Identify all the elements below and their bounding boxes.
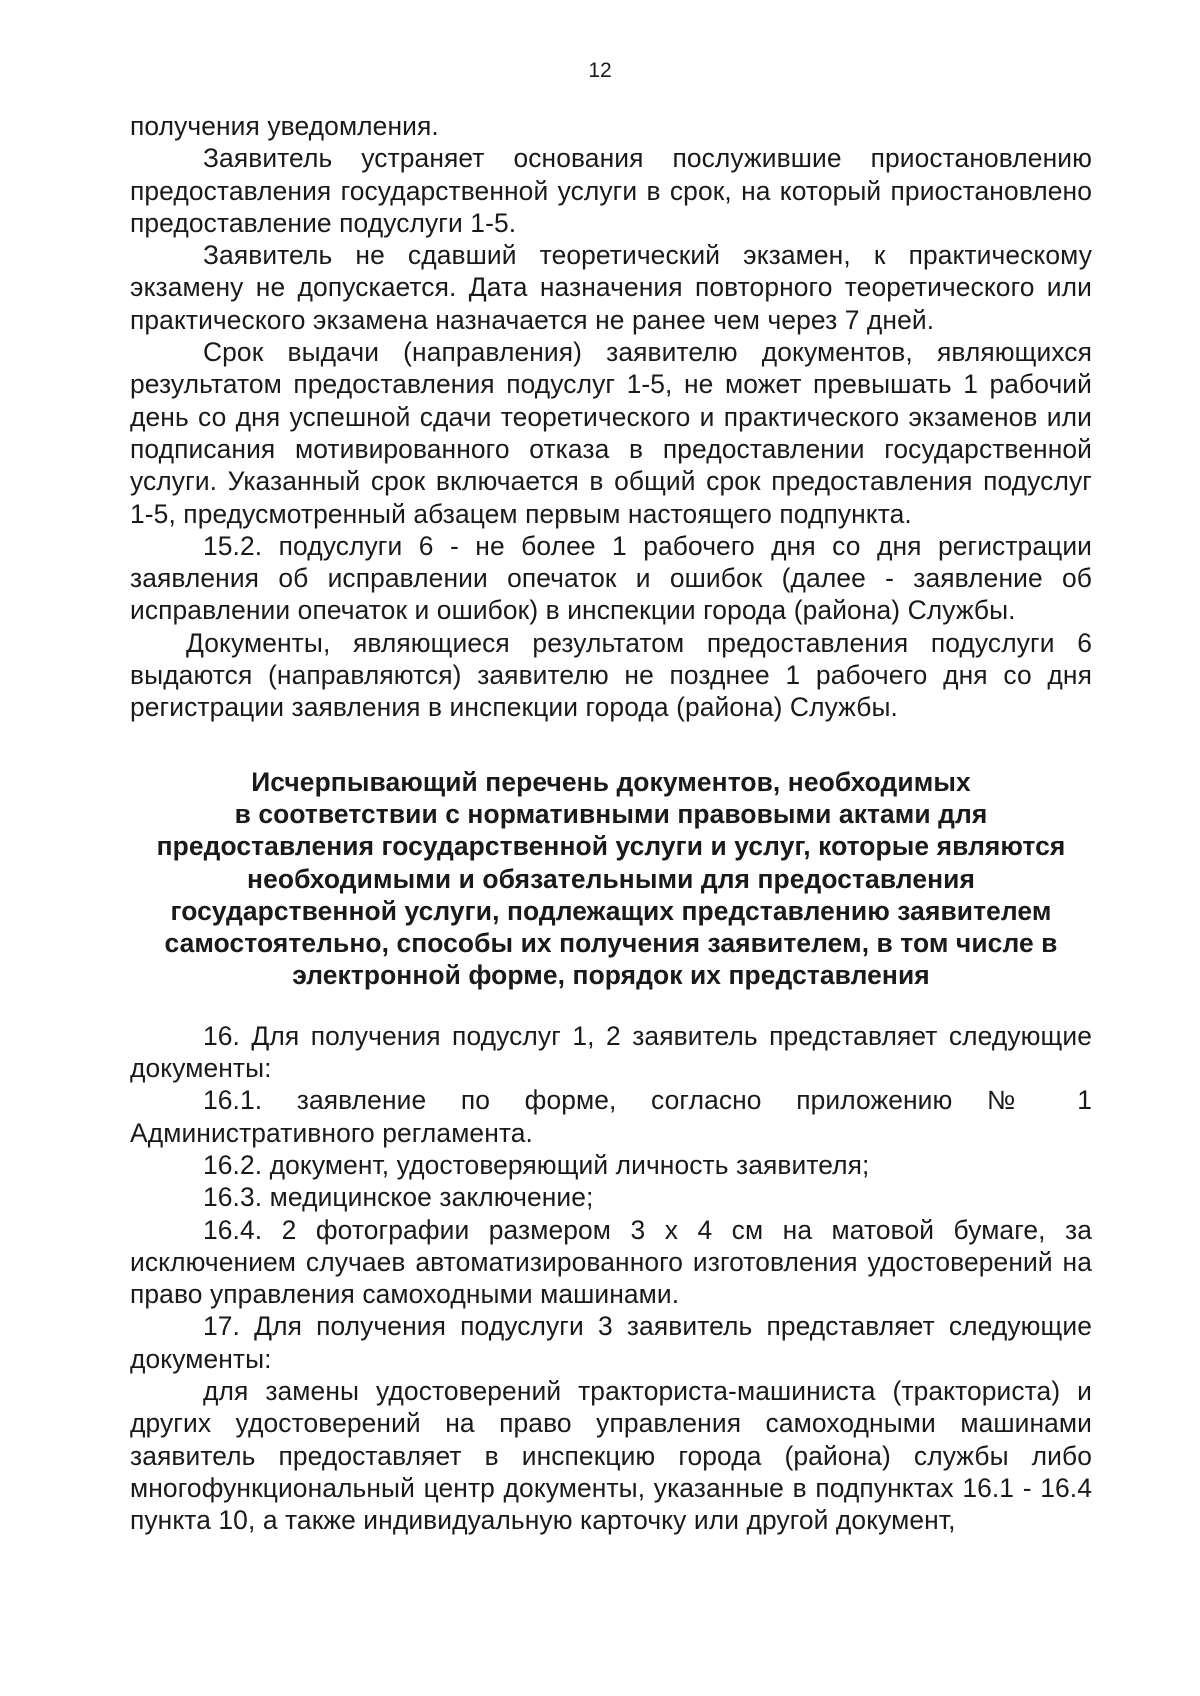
- page-number: 12: [588, 59, 612, 82]
- heading-line: электронной форме, порядок их представления: [292, 960, 930, 991]
- paragraph: для замены удостоверений тракториста-машиниста (тракториста) и других удостоверений на право управления самоходными машинами заявитель предоставляет в инспекцию города (района) службы либо многофункциональный центр документы, указанные в подпунктах 16.1 - 16.4 пункта 10, а также индивидуальную карточку или другой документ,: [130, 1375, 1092, 1536]
- paragraph: 16.1. заявление по форме, согласно приложению № 1 Административного регламента.: [130, 1085, 1092, 1148]
- paragraph: Срок выдачи (направления) заявителю документов, являющихся результатом предоставления подуслуг 1-5, не может превышать 1 рабочий день со дня успешной сдачи теоретического и практического экзаменов или подписания мотивированного отказа в предоставлении государственной услуги. Указанный срок включается в общий срок предоставления подуслуг 1-5, предусмотренный абзацем первым настоящего подпункта.: [130, 337, 1092, 529]
- paragraph: Заявитель устраняет основания послужившие приостановлению предоставления государственной услуги в срок, на который приостановлено предоставление подуслуги 1-5.: [130, 143, 1092, 238]
- section-heading: [130, 766, 1092, 992]
- paragraph: 16.4. 2 фотографии размером 3 х 4 см на матовой бумаге, за исключением случаев автоматизированного изготовления удостоверений на право управления самоходными машинами.: [130, 1214, 1092, 1310]
- paragraph: 15.2. подуслуги 6 - не более 1 рабочего дня со дня регистрации заявления об исправлении опечаток и ошибок (далее - заявление об исправлении опечаток и ошибок) в инспекции города (района) Службы.: [130, 530, 1092, 626]
- paragraph: 16. Для получения подуслуг 1, 2 заявитель представляет следующие документы:: [130, 1020, 1092, 1084]
- heading-line: самостоятельно, способы их получения заявителем, в том числе в: [164, 928, 1058, 959]
- paragraph: Заявитель не сдавший теоретический экзамен, к практическому экзамену не допускается. Дата назначения повторного теоретического или практического экзамена назначается не ранее чем через 7 дней.: [130, 240, 1092, 335]
- heading-line: государственной услуги, подлежащих представлению заявителем: [170, 895, 1052, 926]
- paragraph: 16.2. документ, удостоверяющий личность заявителя;: [203, 1149, 870, 1180]
- heading-line: в соответствии с нормативными правовыми актами для: [234, 798, 988, 829]
- paragraph: получения уведомления.: [130, 111, 439, 141]
- heading-line: необходимыми и обязательными для предоставления: [247, 863, 975, 894]
- paragraph: 16.3. медицинское заключение;: [203, 1182, 594, 1213]
- heading-line: предоставления государственной услуги и услуг, которые являются: [156, 831, 1066, 862]
- document-body: [130, 110, 1092, 1536]
- heading-line: Исчерпывающий перечень документов, необходимых: [251, 766, 971, 797]
- paragraph: 17. Для получения подуслуги 3 заявитель представляет следующие документы:: [130, 1311, 1092, 1374]
- paragraph: Документы, являющиеся результатом предоставления подуслуги 6 выдаются (направляются) заявителю не позднее 1 рабочего дня со дня регистрации заявления в инспекции города (района) Службы.: [130, 627, 1092, 723]
